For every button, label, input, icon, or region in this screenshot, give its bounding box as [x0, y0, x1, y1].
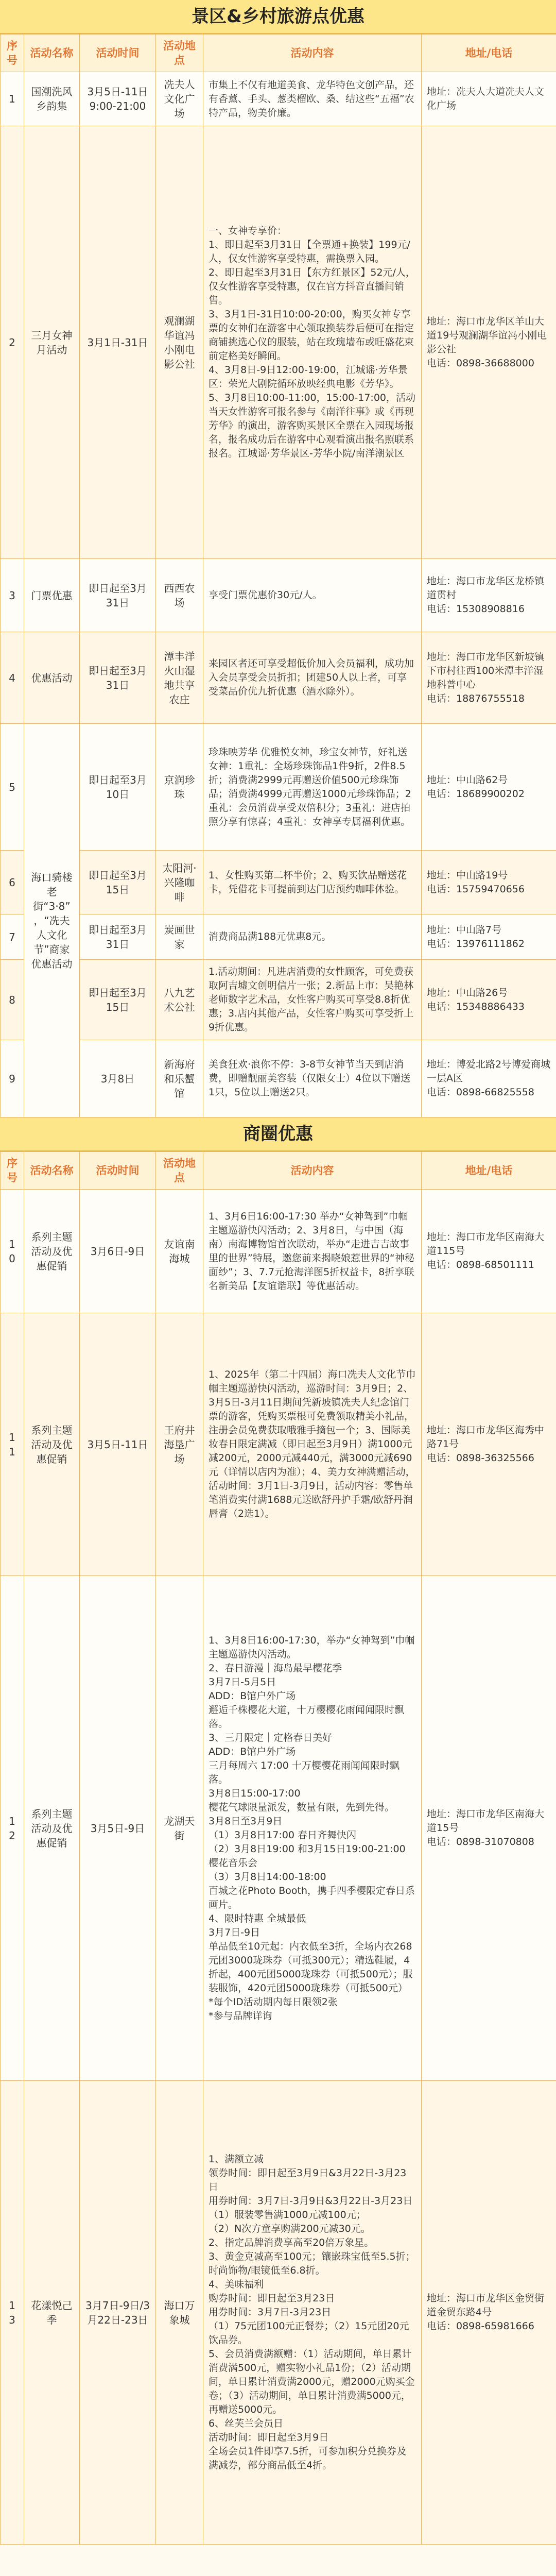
row-no: 1 [1, 72, 24, 126]
table-row [1, 1190, 556, 1313]
header-place: 活动地点 [156, 1152, 203, 1190]
header-content: 活动内容 [203, 1152, 422, 1190]
row-name: 系列主题活动及优惠促销 [24, 1313, 80, 1576]
row-time: 3月6日-9日 [80, 1190, 156, 1313]
table-row [1, 724, 556, 851]
row-no: 6 [1, 851, 24, 914]
row-name: 国潮洗风乡韵集 [24, 72, 80, 126]
table-row [1, 1040, 556, 1117]
row-time: 即日起至3月10日 [80, 724, 156, 851]
row-no: 8 [1, 960, 24, 1040]
row-time: 即日起至3月15日 [80, 960, 156, 1040]
row-name: 门票优惠 [24, 559, 80, 632]
header-address: 地址/电话 [422, 1152, 556, 1190]
row-address: 地址：海口市龙华区新坡镇下市村往西100米潭丰洋湿地科普中心 电话：18876755518 [422, 632, 556, 724]
row-content: 一、女神专享价： 1、即日起至3月31日【全票通+换装】199元/人，仅女性游客享受特惠，需换票入园。 2、即日起至3月31日【东方红景区】52元/人，仅女性游客享受特惠，仅在官方抖音直播间销售。 3、3月1日-31日10:00-20:00，购买女神专享票的女神们在游客中心领取换装券后便可在指定商铺挑选心仪的服装，站在玫瑰墙布或旺盛花束前定格美好瞬间。 4、3月8日-9日12:00-19:00，江城谣·芳华景区：荣光大剧院循环放映经典电影《芳华》。 5、3月8日10:00-11:00，15:00-17:00，活动当天女性游客可报名参与《南洋往事》或《再现芳华》的演出，游客购买景区全票在入园现场报名，报名成功后在游客中心观看演出报名照联系报名。江城谣·芳华景区-芳华小院/南洋潮景区 [203, 126, 422, 559]
header-no: 序号 [1, 1152, 24, 1190]
row-no: 7 [1, 914, 24, 960]
row-address: 地址：博爱北路2号博爱商城一层A区 电话：0898-66825558 [422, 1040, 556, 1117]
row-no: 3 [1, 559, 24, 632]
row-address: 地址：冼夫人大道冼夫人文化广场 [422, 72, 556, 126]
row-time: 即日起至3月31日 [80, 559, 156, 632]
table-header-row [1, 35, 556, 72]
row-content: 1、2025年（第二十四届）海口冼夫人文化节巾帼主题巡游快闪活动，巡游时间：3月9日；2、3月5日-3月11日期间凭新坡镇冼夫人纪念馆门票的游客，凭购买票根可免费领取精美小礼品，注册会员免费获取哦雅手摘包一个；3、国际美妆春日限定满减（即日起至3月9日）满1000元减200元，2000元减440元，满3000元减690元（详情以店内为准）；4、美力女神满赠活动，活动时间：3月1日-3月9日，活动内容：零售单笔消费实付满1688元送欧舒丹护手霜/欧舒丹润唇膏（2选1）。 [203, 1313, 422, 1576]
header-place: 活动地点 [156, 35, 203, 72]
row-time: 3月1日-31日 [80, 126, 156, 559]
business-offers-table [0, 1151, 556, 2545]
row-no: 13 [1, 2081, 24, 2545]
row-place: 炭画世家 [156, 914, 203, 960]
row-place: 京润珍珠 [156, 724, 203, 851]
row-address: 地址：海口市龙华区南海大道115号 电话：0898-68501111 [422, 1190, 556, 1313]
row-place: 西西农场 [156, 559, 203, 632]
table-row [1, 914, 556, 960]
header-name: 活动名称 [24, 35, 80, 72]
section-title-scenic: 景区&乡村旅游点优惠 [0, 0, 556, 34]
row-time: 即日起至3月31日 [80, 632, 156, 724]
row-place: 新海府和乐蟹馆 [156, 1040, 203, 1117]
table-row [1, 72, 556, 126]
row-name: 三月女神月活动 [24, 126, 80, 559]
header-time: 活动时间 [80, 35, 156, 72]
row-content: 美食狂欢·浪你不停：3-8节女神节当天到店消费，即赠靓丽美容装（仅限女士）4位以下赠送1只，5位以上赠送2只。 [203, 1040, 422, 1117]
table-row [1, 851, 556, 914]
row-content: 1、满额立减 领券时间：即日起至3月9日&3月22日-3月23日 用券时间：3月7日-3月9日&3月22日-3月23日 （1）服装零售满1000元减100元； （2）N次方童享购满200元减30元。 2、指定品牌消费享高至20倍万象星。 3、黄金克减高至100元；镶嵌珠宝低至5.5折；时尚饰物/眼镜低至6.8折。 4、美味福利 购券时间：即日起至3月23日 用券时间：3月7日-3月23日 （1）75元团100元正餐券；（2）15元团20元饮品券。 5、会员消费满额赠：（1）活动期间，单日累计消费满500元，赠实物小礼品1份；（2）活动期间，单日累计消费满2000元，赠2000元购买金卷；（3）活动期间，单日累计消费满5000元，再赠送5000元。 6、丝芙兰会员日 活动时间：即日起至3月9日 全场会员1件即享7.5折，可参加积分兑换券及满减券，部分商品低至4折。 [203, 2081, 422, 2545]
row-content: 1、3月8日16:00-17:30，举办“女神驾到”巾帼主题巡游快闪活动。 2、春日游漫｜海岛最早樱花季 3月7日-5月5日 ADD：B馆户外广场 邂逅千株樱花大道，十万樱樱花雨闻闻限时飘落。 3、三月限定｜定格春日美好 ADD：B馆户外广场 三月每周六 17:00 十万樱樱花雨闻闻限时飘落。 3月8日15:00-17:00 樱花气球限量派发，数量有限，先到先得。 3月8日至3月9日 （1）3月8日17:00 春日齐舞快闪 （2）3月8日19:00 和3月15日19:00-21:00 樱花音乐会 （3）3月8日14:00-18:00 百城之花Photo Booth，携手四季樱限定春日系画片。 4、限时特惠 全城最低 3月7日-9日 单品低至10元起：内衣低至3折，全场内衣268元团3000珑珠券（可抵300元）；精选鞋履，4折起，400元团5000珑珠券（可抵500元）；服装服饰，420元团5000珑珠券（可抵500元） *每个ID活动期内每日限领2张 *参与品牌详询 [203, 1576, 422, 2081]
row-name-merged: 海口骑楼老街“3·8”，“冼夫人文化节”商家优惠活动 [24, 724, 80, 1117]
section-title-business: 商圈优惠 [0, 1117, 556, 1151]
table-row [1, 1313, 556, 1576]
table-row [1, 632, 556, 724]
row-address: 地址：中山路7号 电话：13976111862 [422, 914, 556, 960]
row-address: 地址：中山路19号 电话：15759470656 [422, 851, 556, 914]
row-time: 3月8日 [80, 1040, 156, 1117]
row-place: 潭丰洋火山湿地共享农庄 [156, 632, 203, 724]
row-content: 珍珠映芳华 优雅悦女神，珍宝女神节，好礼送女神：1重礼：全场珍珠饰品1件9折，2件8.5折；消费满2999元再赠送价值500元珍珠饰品；消费满4999元再赠送1000元珍珠饰品；2重礼：会员消费享受双倍积分；3重礼：进店拍照分享有惊喜；4重礼：女神享专属福利优惠。 [203, 724, 422, 851]
scenic-offers-table [0, 34, 556, 1117]
row-no: 4 [1, 632, 24, 724]
row-time: 即日起至3月15日 [80, 851, 156, 914]
row-no: 2 [1, 126, 24, 559]
row-address: 地址：海口市龙华区海秀中路71号 电话：0898-36325566 [422, 1313, 556, 1576]
row-content: 1.活动期间：凡进店消费的女性顾客，可免费获取阿吉墟文创明信片一张；2.新品上市：吴艳林老师数字艺术品，女性客户购买可享受8.8折优惠；3.店内其他产品，女性客户购买可享受折上9折优惠。 [203, 960, 422, 1040]
row-content: 1、女性购买第二杯半价；2、购买饮品赠送花卡，凭借花卡可提前到达门店预约咖啡体验。 [203, 851, 422, 914]
row-place: 王府井海垦广场 [156, 1313, 203, 1576]
row-no: 12 [1, 1576, 24, 2081]
row-place: 龙湖天街 [156, 1576, 203, 2081]
row-time: 3月7日-9日/3月22日-23日 [80, 2081, 156, 2545]
row-address: 地址：中山路62号 电话：18689900202 [422, 724, 556, 851]
header-time: 活动时间 [80, 1152, 156, 1190]
row-place: 友谊南海城 [156, 1190, 203, 1313]
row-address: 地址：海口市龙华区南海大道15号 电话：0898-31070808 [422, 1576, 556, 2081]
table-row [1, 1576, 556, 2081]
row-address: 地址：海口市龙华区羊山大道19号观澜湖华谊冯小刚电影公社 电话：0898-36688000 [422, 126, 556, 559]
row-time: 即日起至3月31日 [80, 914, 156, 960]
header-no: 序号 [1, 35, 24, 72]
table-row [1, 960, 556, 1040]
header-name: 活动名称 [24, 1152, 80, 1190]
row-address: 地址：海口市龙华区龙桥镇道贯村 电话：15308908816 [422, 559, 556, 632]
header-content: 活动内容 [203, 35, 422, 72]
row-address: 地址：海口市龙华区金贸街道金贸东路4号 电话：0898-65981666 [422, 2081, 556, 2545]
row-name: 优惠活动 [24, 632, 80, 724]
row-content: 消费商品满188元优惠8元。 [203, 914, 422, 960]
row-content: 来园区者还可享受超低价加入会员福利，成功加入会员享受会员折扣；团建50人以上者，可享受菜品价优九折优惠（酒水除外）。 [203, 632, 422, 724]
row-time: 3月5日-9日 [80, 1576, 156, 2081]
row-time: 3月5日-11日 [80, 1313, 156, 1576]
row-place: 观澜湖华谊冯小刚电影公社 [156, 126, 203, 559]
row-no: 9 [1, 1040, 24, 1117]
row-no: 11 [1, 1313, 24, 1576]
row-place: 太阳河·兴隆咖啡 [156, 851, 203, 914]
row-no: 5 [1, 724, 24, 851]
row-no: 10 [1, 1190, 24, 1313]
row-name: 系列主题活动及优惠促销 [24, 1576, 80, 2081]
row-time: 3月5日-11日9:00-21:00 [80, 72, 156, 126]
row-name: 系列主题活动及优惠促销 [24, 1190, 80, 1313]
row-place: 冼夫人文化广场 [156, 72, 203, 126]
row-place: 八九艺术公社 [156, 960, 203, 1040]
table-row [1, 559, 556, 632]
row-place: 海口万象城 [156, 2081, 203, 2545]
row-address: 地址：中山路26号 电话：15348886433 [422, 960, 556, 1040]
row-content: 1、3月6日16:00-17:30 举办“女神驾到”巾帼主题巡游快闪活动；2、3月8日，与中国（海南）南海博物馆首次联动，举办“走进吉吉故事里的世界”特展，邀您前来揭晓娘惹世界的“神秘面纱”；3、7.7元抢海洋图5折权益卡，8折享联名新美品【友谊谐联】等优惠活动。 [203, 1190, 422, 1313]
table-header-row [1, 1152, 556, 1190]
row-content: 享受门票优惠价30元/人。 [203, 559, 422, 632]
table-row [1, 2081, 556, 2545]
row-name: 花漾悦己季 [24, 2081, 80, 2545]
table-row [1, 126, 556, 559]
row-content: 市集上不仅有地道美食、龙华特色文创产品，还有香薰、手头、葱类榴欧、桑、结这些“五福”农特产品，物美价廉。 [203, 72, 422, 126]
header-address: 地址/电话 [422, 35, 556, 72]
